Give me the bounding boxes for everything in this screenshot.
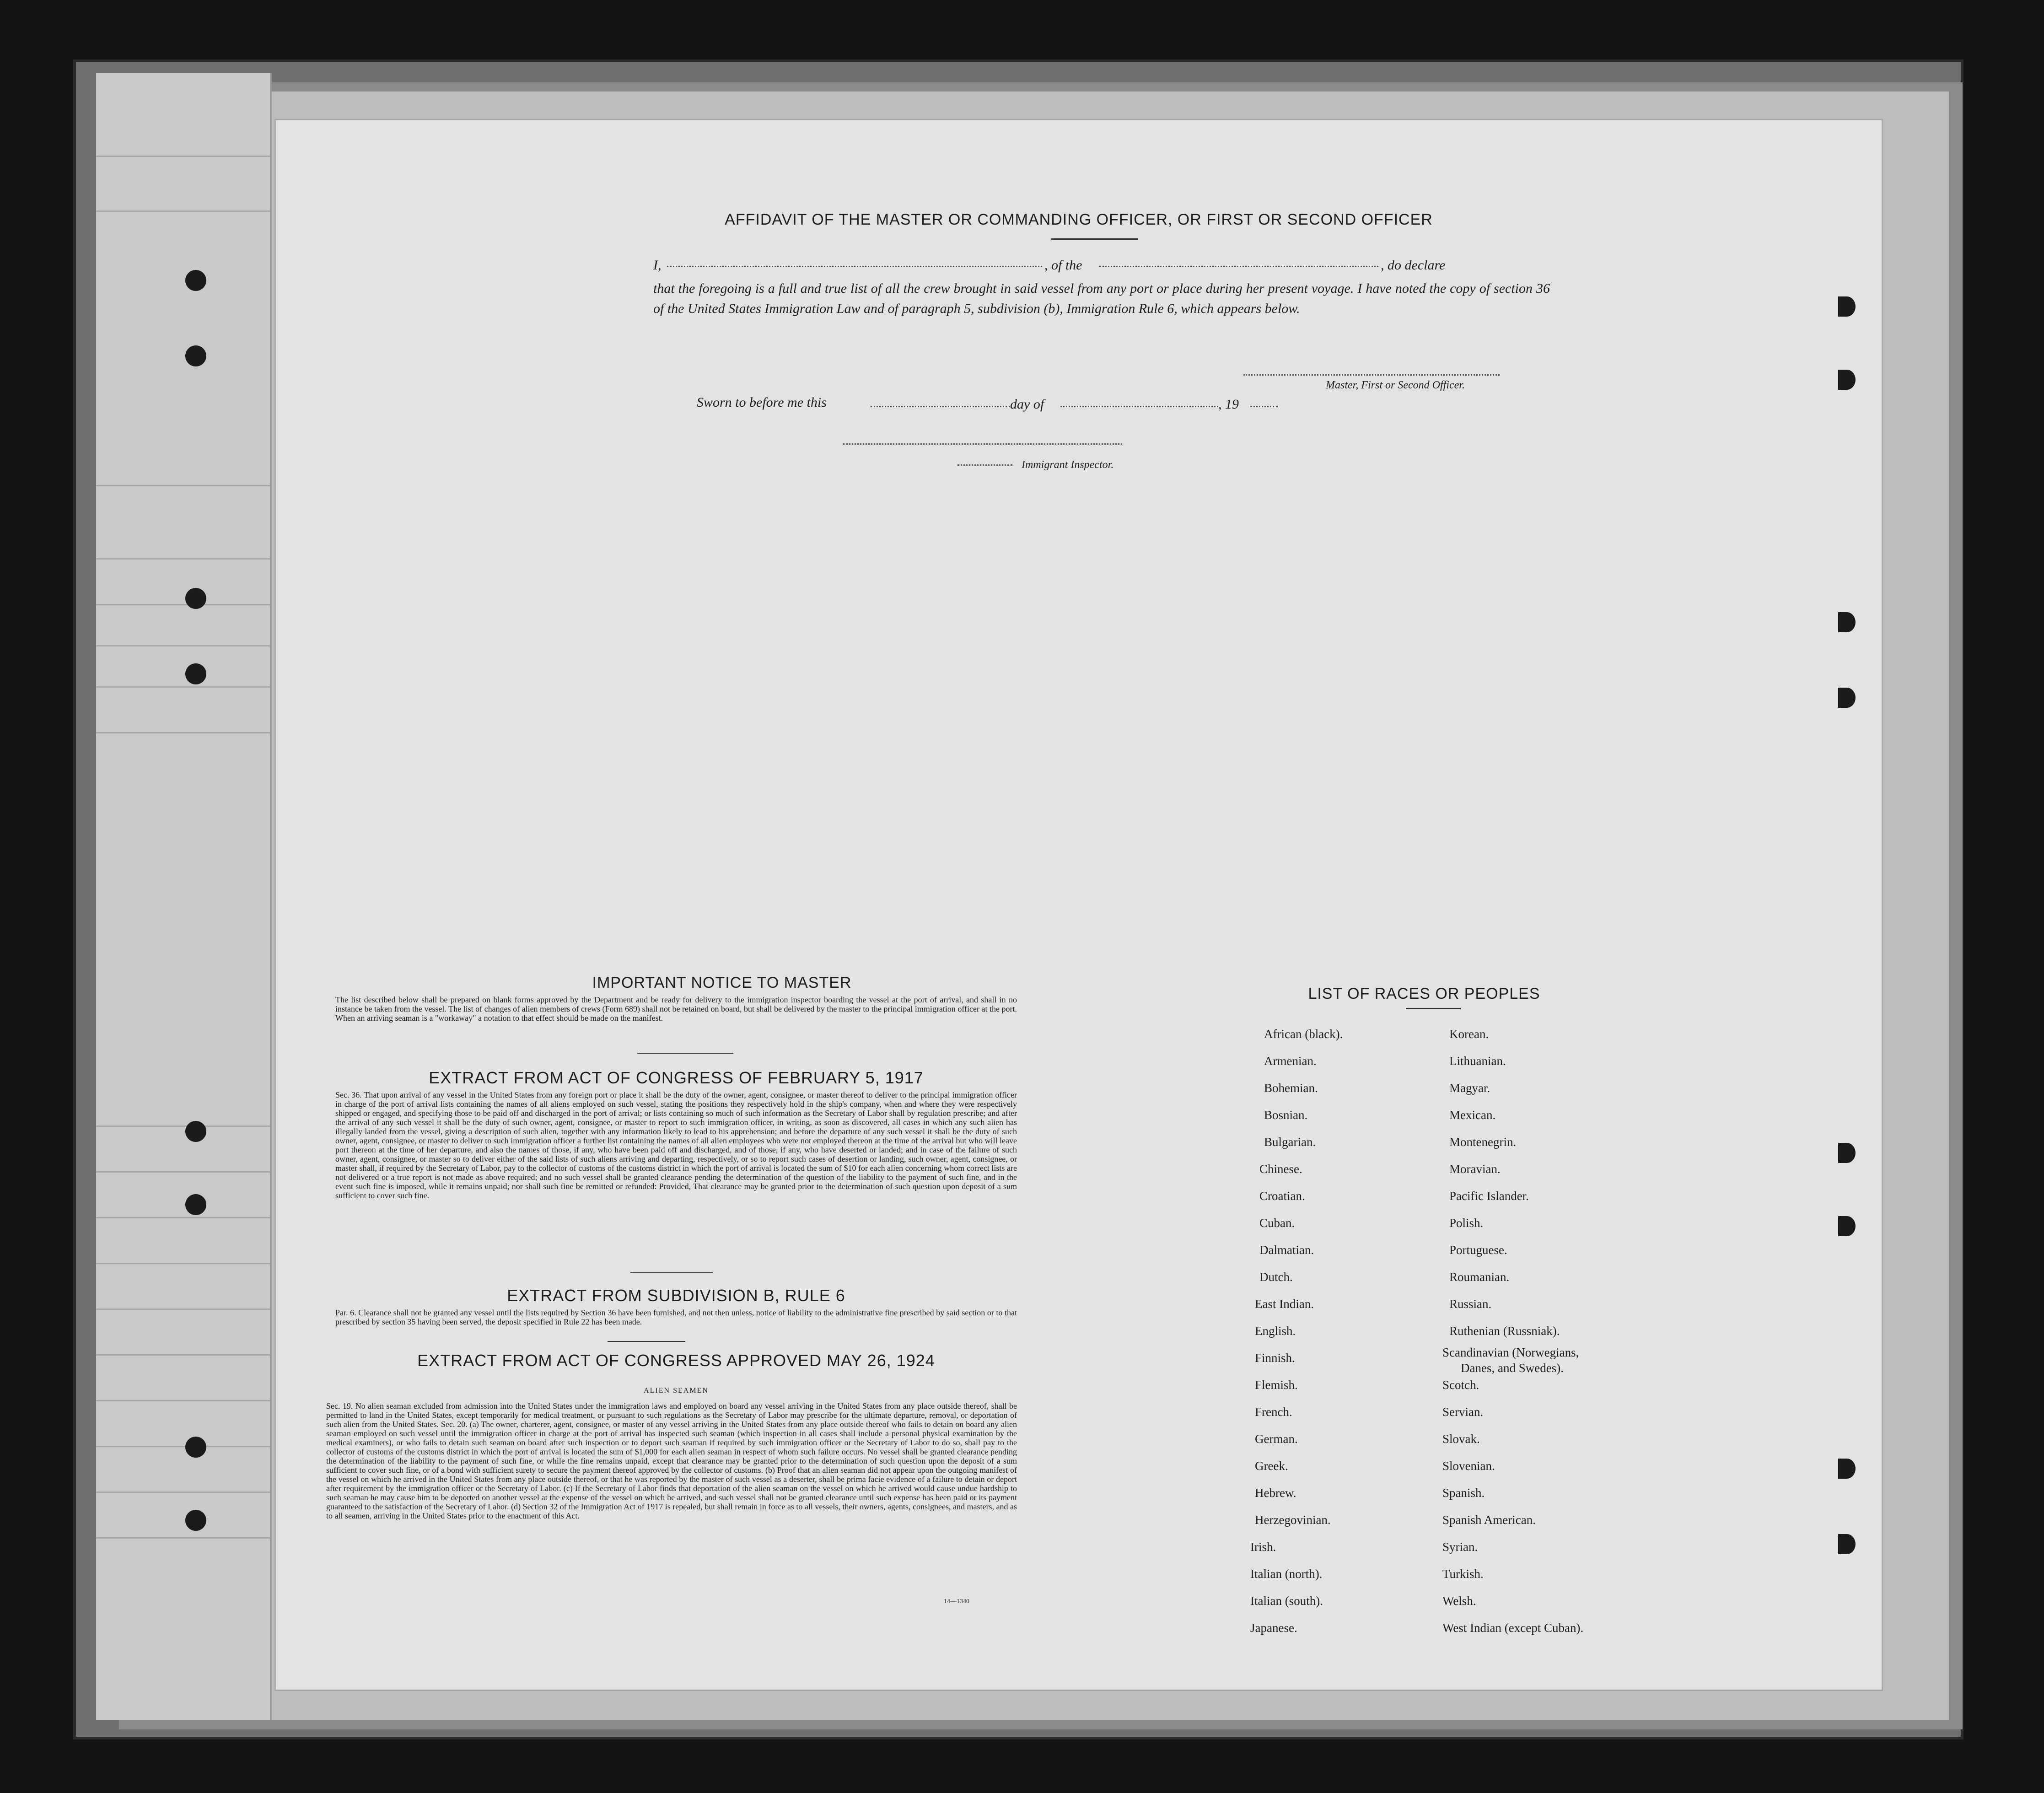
race-item: Welsh. [1442,1594,1476,1608]
binder-hole [185,1510,206,1531]
race-item: Korean. [1449,1027,1489,1041]
day-of-label: day of [1010,397,1044,412]
divider [1406,1008,1461,1009]
binder-hole [1838,1143,1856,1163]
race-item: Hebrew. [1255,1486,1296,1500]
extract-1917-body: Sec. 36. That upon arrival of any vessel in the United States from any foreign port or place it shall be the duty of the owner, agent, consignee, or master thereof to deliver to the principal immigration officer in charge of the port of arrival lists containing the names of all aliens employed on such vessel, stating the positions they respectively hold in the ship's company, when and where they were respectively shipped or engaged, and specifying those to be paid off and discharged in the port of arrival; or lists containing so much of such information as the Secretary of Labor shall by regulation prescribe; and after the arrival of any such vessel it shall be the duty of such owner, agent, consignee, or master to report to such immigration officer, in writing, as soon as discovered, all cases in which any such alien has illegally landed from the vessel, giving a description of such alien, together with any information likely to lead to his apprehension; and before the departure of any such vessel it shall be the duty of such owner, agent, consignee, or master to deliver to such immigration officer a further list containing the names of all alien employees who were not employed thereon at the time of the arrival but who will leave port thereon at the time of her departure, and also the names of those, if any, who have been paid off and discharged, and of those, if any, who have deserted or landed; and in case of the failure of such owner, agent, consignee, or master so to deliver either of the said lists of such aliens arriving and departing, respectively, or so to report such cases of desertion or landing, such owner, agent, consignee, or master shall, if required by the Secretary of Labor, pay to the collector of customs of the customs district in which the port of arrival is located the sum of $10 for each alien concerning whom correct lists are not delivered or a true report is not made as above required; and no such vessel shall be granted clearance pending the determination of the question of the liability to the payment of such fine, and in the event such fine is imposed, while it remains unpaid; nor shall such fine be remitted or refunded: Provided, That clearance may be granted prior to the determination of such question upon deposit of a sum sufficient to cover such fine. [335,1090,1017,1200]
race-item: Bosnian. [1264,1108,1308,1122]
race-item: Spanish American. [1442,1513,1536,1527]
year-blank [1250,406,1278,407]
race-item: Turkish. [1442,1567,1484,1581]
alien-seamen-subtitle: ALIEN SEAMEN [644,1387,709,1395]
race-item: East Indian. [1255,1297,1314,1311]
master-label: Master, First or Second Officer. [1326,379,1465,391]
race-item: English. [1255,1324,1296,1338]
race-item: German. [1255,1432,1298,1446]
race-item: Flemish. [1255,1378,1298,1392]
race-item: Croatian. [1259,1189,1305,1203]
binder-hole [1838,1534,1856,1554]
affidavit-body: that the foregoing is a full and true list of all the crew brought in said vessel from any port or place during her present voyage. I have noted the copy of section 36 of the United States Immigration Law and of paragraph 5, subdivision (b), Immigration Rule 6, which appears below. [653,281,1550,316]
binder-hole [185,1121,206,1142]
race-item: Armenian. [1264,1054,1317,1068]
extract-rule6-title: EXTRACT FROM SUBDIVISION B, RULE 6 [507,1286,845,1305]
race-item: Greek. [1255,1459,1288,1473]
race-item: Syrian. [1442,1540,1478,1554]
race-item: Cuban. [1259,1216,1295,1230]
binder-hole [185,588,206,609]
sworn-label: Sworn to before me this [697,395,827,410]
form-number: 14—1340 [944,1598,969,1605]
race-item: Spanish. [1442,1486,1485,1500]
year-label: , 19 [1218,397,1239,412]
divider [1051,238,1138,240]
affidavit-i: I, [653,258,662,273]
binder-hole [1838,296,1856,317]
race-item: Montenegrin. [1449,1135,1517,1149]
race-item: Slovak. [1442,1432,1480,1446]
extract-1917-title: EXTRACT FROM ACT OF CONGRESS OF FEBRUARY 5, 1917 [429,1068,924,1087]
race-item: Servian. [1442,1405,1484,1419]
name-blank [667,266,1042,267]
extract-1924-title: EXTRACT FROM ACT OF CONGRESS APPROVED MAY 26, 1924 [417,1351,935,1370]
divider [637,1053,733,1054]
vessel-blank [1099,266,1378,267]
races-title: LIST OF RACES OR PEOPLES [1308,985,1540,1002]
binder-hole [185,1437,206,1458]
notice-body: The list described below shall be prepared on blank forms approved by the Department and be ready for delivery to the immigration inspector boarding the vessel at the port of arrival, and shall in no instance be taken from the vessel. The list of changes of alien members of crews (Form 689) shall not be retained on board, but shall be delivered by the master to the principal immigration officer at the port. When an arriving seaman is a "workaway" a notation to that effect should be made on the manifest. [335,995,1017,1023]
race-item: Irish. [1250,1540,1276,1554]
race-item: Lithuanian. [1449,1054,1506,1068]
divider [608,1341,685,1342]
race-item: Scotch. [1442,1378,1479,1392]
race-item: Italian (south). [1250,1594,1323,1608]
race-item: Herzegovinian. [1255,1513,1331,1527]
race-item: West Indian (except Cuban). [1442,1621,1584,1635]
race-item: Dalmatian. [1259,1243,1314,1257]
binder-hole [1838,1216,1856,1236]
race-item: Dutch. [1259,1270,1293,1284]
race-item: Slovenian. [1442,1459,1495,1473]
master-signature-blank [1243,374,1500,376]
race-item: Ruthenian (Russniak). [1449,1324,1560,1338]
race-item: Roumanian. [1449,1270,1510,1284]
affidavit-title: AFFIDAVIT OF THE MASTER OR COMMANDING OFFICER, OR FIRST OR SECOND OFFICER [725,211,1433,228]
inspector-signature-blank [843,443,1122,445]
race-item: Japanese. [1250,1621,1297,1635]
binder-hole [185,663,206,684]
divider [630,1272,713,1273]
extract-rule6-body: Par. 6. Clearance shall not be granted any vessel until the lists required by Section 36 have been furnished, and not then unless, notice of liability to the administrative fine prescribed by said section or to that prescribed by section 35 having been served, the deposit specified in Rule 22 has been made. [335,1308,1017,1326]
race-item: Mexican. [1449,1108,1496,1122]
race-item: Bohemian. [1264,1081,1318,1095]
race-item: African (black). [1264,1027,1343,1041]
binder-hole [1838,1459,1856,1479]
race-item: Polish. [1449,1216,1484,1230]
manifest-page [274,119,1883,1691]
race-item: Scandinavian (Norwegians, [1442,1346,1579,1359]
race-item: Portuguese. [1449,1243,1507,1257]
race-item: Chinese. [1259,1162,1302,1176]
race-item: Danes, and Swedes). [1461,1361,1564,1375]
race-item: Magyar. [1449,1081,1490,1095]
race-item: Italian (north). [1250,1567,1323,1581]
binder-hole [1838,688,1856,708]
binder-hole [185,1194,206,1215]
extract-1924-body: Sec. 19. No alien seaman excluded from admission into the United States under the immigration laws and employed on board any vessel arriving in the United States from any place outside thereof, shall be permitted to land in the United States, except temporarily for medical treatment, or pursuant to such regulations as the Secretary of Labor may prescribe for the ultimate departure, removal, or deportation of such alien from the United States. Sec. 20. (a) The owner, charterer, agent, consignee, or master of any vessel arriving in the United States from any place outside thereof who fails to detain on board any alien seaman employed on such vessel until the immigration officer in charge at the port of arrival has inspected such seaman (which inspection in all cases shall include a personal physical examination by the medical examiners), or who fails to detain such seaman on board after such inspection or to deport such seaman if required by such immigration officer or the Secretary of Labor to do so, shall pay to the collector of customs of the customs district in which the port of arrival is located the sum of $1,000 for each alien seaman in respect of whom such failure occurs. No vessel shall be granted clearance pending the determination of the liability to the payment of such fine, or while the fine remains unpaid, except that clearance may be granted prior to the determination of such question upon the deposit of a sum sufficient to cover such fine, or of a bond with sufficient surety to secure the payment thereof approved by the collector of customs. (b) Proof that an alien seaman did not appear upon the outgoing manifest of the vessel on which he arrived in the United States from any place outside thereof, or that he was reported by the master of such vessel as a deserter, shall be prima facie evidence of a failure to detain or deport after requirement by the immigration officer or the Secretary of Labor. (c) If the Secretary of Labor finds that deportation of the alien seaman on the vessel on which he arrived would cause undue hardship to such seaman he may cause him to be deported on another vessel at the expense of the vessel on which he arrived, and such vessel shall not be granted clearance until such expense has been paid or its payment guaranteed to the satisfaction of the Secretary of Labor. (d) Section 32 of the Immigration Act of 1917 is repealed, but shall remain in force as to all vessels, their owners, agents, consignees, and masters, and as to all seamen, arriving in the United States prior to the enactment of this Act. [326,1401,1017,1520]
race-item: Finnish. [1255,1351,1295,1365]
affidavit-declare: , do declare [1381,258,1446,273]
binder-hole [185,270,206,291]
race-item: Moravian. [1449,1162,1501,1176]
race-item: Russian. [1449,1297,1492,1311]
affidavit-of-the: , of the [1044,258,1082,273]
race-item: Bulgarian. [1264,1135,1316,1149]
notice-title: IMPORTANT NOTICE TO MASTER [592,974,852,991]
binder-hole [185,345,206,366]
inspector-lead [957,464,1012,466]
race-item: French. [1255,1405,1292,1419]
binder-hole [1838,370,1856,390]
race-item: Pacific Islander. [1449,1189,1529,1203]
inspector-label: Immigrant Inspector. [1022,459,1114,471]
binder-hole [1838,612,1856,632]
sworn-day-blank [871,406,1010,407]
left-ledger-strip [96,73,272,1720]
sworn-month-blank [1060,406,1218,407]
